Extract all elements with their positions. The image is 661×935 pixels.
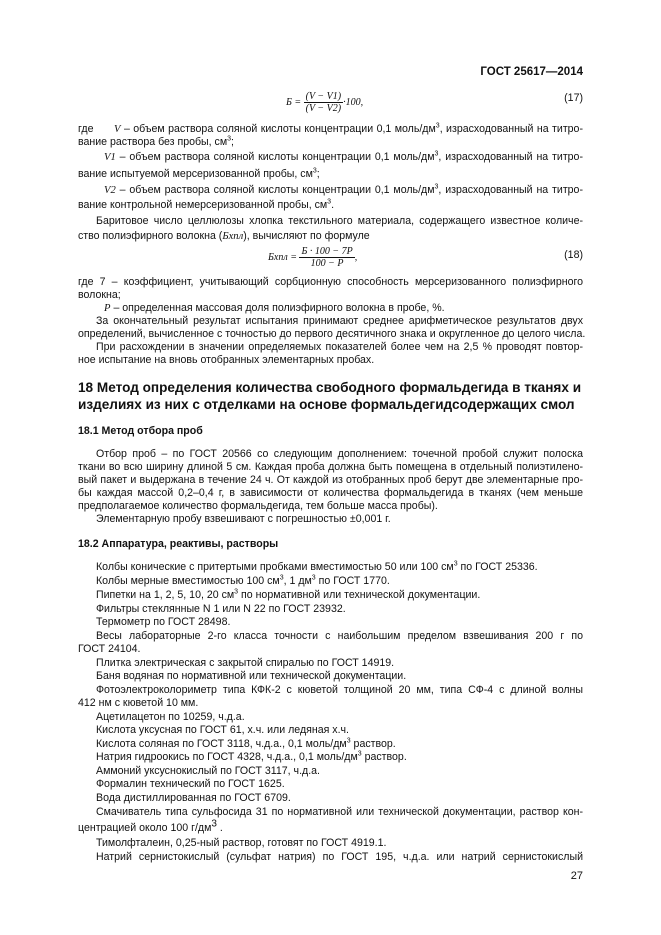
paragraph-line — [78, 230, 583, 243]
paragraph-line: определений, вычисленное с точностью до первого десятичного знака и округленное до целого числа. — [78, 328, 586, 340]
list-text: по ГОСТ 1770. — [315, 575, 390, 587]
list-text: по нормативной или технической документации. — [238, 589, 481, 601]
symbol-p: Р — [104, 303, 111, 314]
where-text: вание испытуемой мерсеризованной пробы, см — [78, 168, 313, 180]
superscript: 3 — [227, 135, 232, 143]
page-number: 27 — [570, 870, 583, 882]
list-text: Пипетки на 1, 2, 5, 10, 20 см — [96, 589, 235, 601]
list-item: ГОСТ 24104. — [78, 643, 141, 655]
where-label: где — [78, 123, 94, 135]
list-item: Вода дистиллированная по ГОСТ 6709. — [96, 792, 291, 804]
section-heading: изделиях из них с отделками на основе формальдегидсодержащих смол — [78, 397, 575, 412]
list-item: 412 нм с кюветой 10 мм. — [78, 697, 199, 709]
superscript: 3 — [234, 588, 239, 596]
paragraph-line: предполагаемое количество формальдегида, тем больше масса пробы). — [78, 500, 438, 512]
where-text: – объем раствора соляной кислоты концентрации 0,1 моль/дм — [119, 151, 435, 163]
symbol-v1: V1 — [104, 152, 116, 163]
formula-18-denominator: 100 − Р — [310, 258, 344, 269]
where-text: , израсходованный на титро- — [438, 184, 583, 196]
paragraph-line: ткани во всю ширину длиной 5 см. Каждая проба должна быть помещена в отдельный полиэтилено- — [78, 461, 583, 473]
superscript: 3 — [357, 750, 362, 758]
formula-18-comma: , — [354, 251, 358, 263]
where-line: где 7 – коэффициент, учитывающий сорбционную способность мерсеризованного полиэфирного — [78, 276, 583, 288]
where-line — [104, 302, 583, 315]
list-item: Фильтры стеклянные N 1 или N 22 по ГОСТ 23932. — [96, 603, 346, 615]
list-item — [78, 751, 583, 764]
symbol-v: V — [114, 124, 121, 135]
standard-header: ГОСТ 25617—2014 — [480, 66, 583, 78]
paragraph-line: бы каждая массой 0,2–0,4 г, в зависимости от количества формальдегида в тканях (чем меньше — [78, 487, 583, 499]
formula-17-multiplier: ·100 — [343, 96, 361, 108]
formula-18-numerator: Б · 100 − 7Р — [301, 246, 353, 257]
superscript: 3 — [346, 737, 351, 745]
formula-17: Б = $\frac{(V - V1)}{(V - V2)}$ ·100, — [286, 91, 364, 114]
paragraph-line: При расхождении в значении определяемых показателей более чем на 2,5 % проводят повтор- — [96, 341, 583, 353]
symbol-bhpl: Бхпл — [222, 231, 244, 242]
superscript: 3 — [327, 198, 332, 206]
paragraph-line: вый пакет и выдержана в течение 24 ч. От каждой из отобранных проб берут две элементарные про- — [78, 474, 583, 486]
list-item — [78, 738, 583, 751]
where-line: волокна; — [78, 289, 121, 301]
where-text: – объем раствора соляной кислоты концентрации 0,1 моль/дм — [123, 123, 436, 135]
list-item: Плитка электрическая с закрытой спиралью по ГОСТ 14919. — [96, 657, 395, 669]
list-text: по ГОСТ 25336. — [457, 561, 538, 573]
paragraph-text: ), вычисляют по формуле — [243, 230, 370, 242]
superscript: 3 — [311, 574, 316, 582]
superscript: 3 — [453, 560, 458, 568]
where-text: ; — [316, 168, 320, 180]
list-text: Натрия гидроокись по ГОСТ 4328, ч.д.а., 0,1 моль/дм — [96, 751, 358, 763]
list-item: Тимолфталеин, 0,25-ный раствор, готовят по ГОСТ 4919.1. — [96, 837, 387, 849]
superscript: 3 — [279, 574, 284, 582]
list-item — [78, 818, 583, 835]
symbol-v2: V2 — [104, 185, 116, 196]
formula-17-denominator: (V − V2) — [305, 103, 342, 114]
paragraph-line: ное испытание на вновь отобранных элементарных пробах. — [78, 354, 375, 366]
where-text: . — [331, 199, 335, 211]
paragraph-line: Отбор проб – по ГОСТ 20566 со следующим дополнением: точечной пробой служит полоска — [96, 448, 583, 460]
list-text: раствор. — [350, 738, 396, 750]
list-item: Формалин технический по ГОСТ 1625. — [96, 778, 285, 790]
formula-17-comma: , — [360, 96, 364, 108]
superscript: 3 — [434, 183, 439, 191]
list-text: , 1 дм — [283, 575, 312, 587]
where-line — [78, 136, 583, 149]
where-text: – определенная массовая доля полиэфирного волокна в пробе, %. — [113, 302, 445, 314]
where-text: , израсходованный на титро- — [439, 123, 583, 135]
list-item — [78, 575, 583, 588]
formula-18-fraction — [299, 246, 354, 269]
where-line — [78, 123, 583, 136]
paragraph-text: ство полиэфирного волокна ( — [78, 230, 223, 242]
list-text: центрацией около 100 г/дм — [78, 822, 212, 834]
list-text: Колбы конические с притертыми пробками вместимостью 50 или 100 см — [96, 561, 454, 573]
subsection-heading: 18.1 Метод отбора проб — [78, 425, 203, 437]
superscript: 3 — [435, 122, 440, 130]
formula-18-lhs: Бхпл — [268, 251, 288, 263]
list-item: Натрий сернистокислый (сульфат натрия) по ГОСТ 195, ч.д.а. или натрий сернистокислый — [96, 851, 583, 863]
list-item: Смачиватель типа сульфосида 31 по нормативной или технической документации, раствор кон- — [96, 806, 583, 818]
list-item: Кислота уксусная по ГОСТ 61, х.ч. или ледяная х.ч. — [96, 724, 349, 736]
where-text: ; — [231, 136, 234, 148]
where-line — [78, 168, 583, 181]
superscript: 3 — [434, 150, 439, 158]
where-line — [104, 151, 583, 164]
superscript: 3 — [312, 167, 317, 175]
paragraph-line: Баритовое число целлюлозы хлопка текстильного материала, содержащего известное количе- — [96, 215, 583, 227]
where-text: , израсходованный на титро- — [438, 151, 583, 163]
subsection-heading: 18.2 Аппаратура, реактивы, растворы — [78, 538, 279, 550]
where-line — [104, 184, 583, 197]
paragraph-line: Элементарную пробу взвешивают с погрешностью ±0,001 г. — [96, 513, 391, 525]
section-heading: 18 Метод определения количества свободного формальдегида в тканях и — [78, 380, 582, 395]
list-item — [78, 589, 583, 602]
where-text: – объем раствора соляной кислоты концентрации 0,1 моль/дм — [119, 184, 435, 196]
list-text: . — [216, 822, 223, 834]
list-text: Колбы мерные вместимостью 100 см — [96, 575, 280, 587]
formula-18: Бхпл = $\frac{Б \cdot 100 - 7Р}{100 - Р}$ , — [268, 246, 358, 269]
list-item: Фотоэлектроколориметр типа КФК-2 с кюветой толщиной 20 мм, типа СФ-4 с длиной волны — [96, 684, 583, 696]
list-item: Весы лабораторные 2-го класса точности с наибольшим пределом взвешивания 200 г по — [96, 630, 583, 642]
formula-17-lhs: Б — [286, 96, 292, 108]
where-text: вание контрольной немерсеризованной пробы, см — [78, 199, 328, 211]
superscript: 3 — [211, 818, 217, 830]
where-text: вание раствора без пробы, см — [78, 136, 228, 148]
list-item: Ацетилацетон по 10259, ч.д.а. — [96, 711, 245, 723]
list-text: Кислота соляная по ГОСТ 3118, ч.д.а., 0,1 моль/дм — [96, 738, 347, 750]
list-item — [78, 561, 583, 574]
formula-17-fraction — [304, 91, 343, 114]
list-item: Баня водяная по нормативной или технической документации. — [96, 670, 407, 682]
list-item: Термометр по ГОСТ 28498. — [96, 616, 231, 628]
list-item: Аммоний уксуснокислый по ГОСТ 3117, ч.д.а. — [96, 765, 320, 777]
formula-17-numerator: (V − V1) — [305, 91, 342, 102]
equation-number-17: (17) — [564, 92, 583, 104]
where-line — [78, 199, 583, 212]
equation-number-18: (18) — [564, 249, 583, 261]
list-text: раствор. — [361, 751, 407, 763]
paragraph-line: За окончательный результат испытания принимают среднее арифметическое результатов двух — [96, 315, 583, 327]
